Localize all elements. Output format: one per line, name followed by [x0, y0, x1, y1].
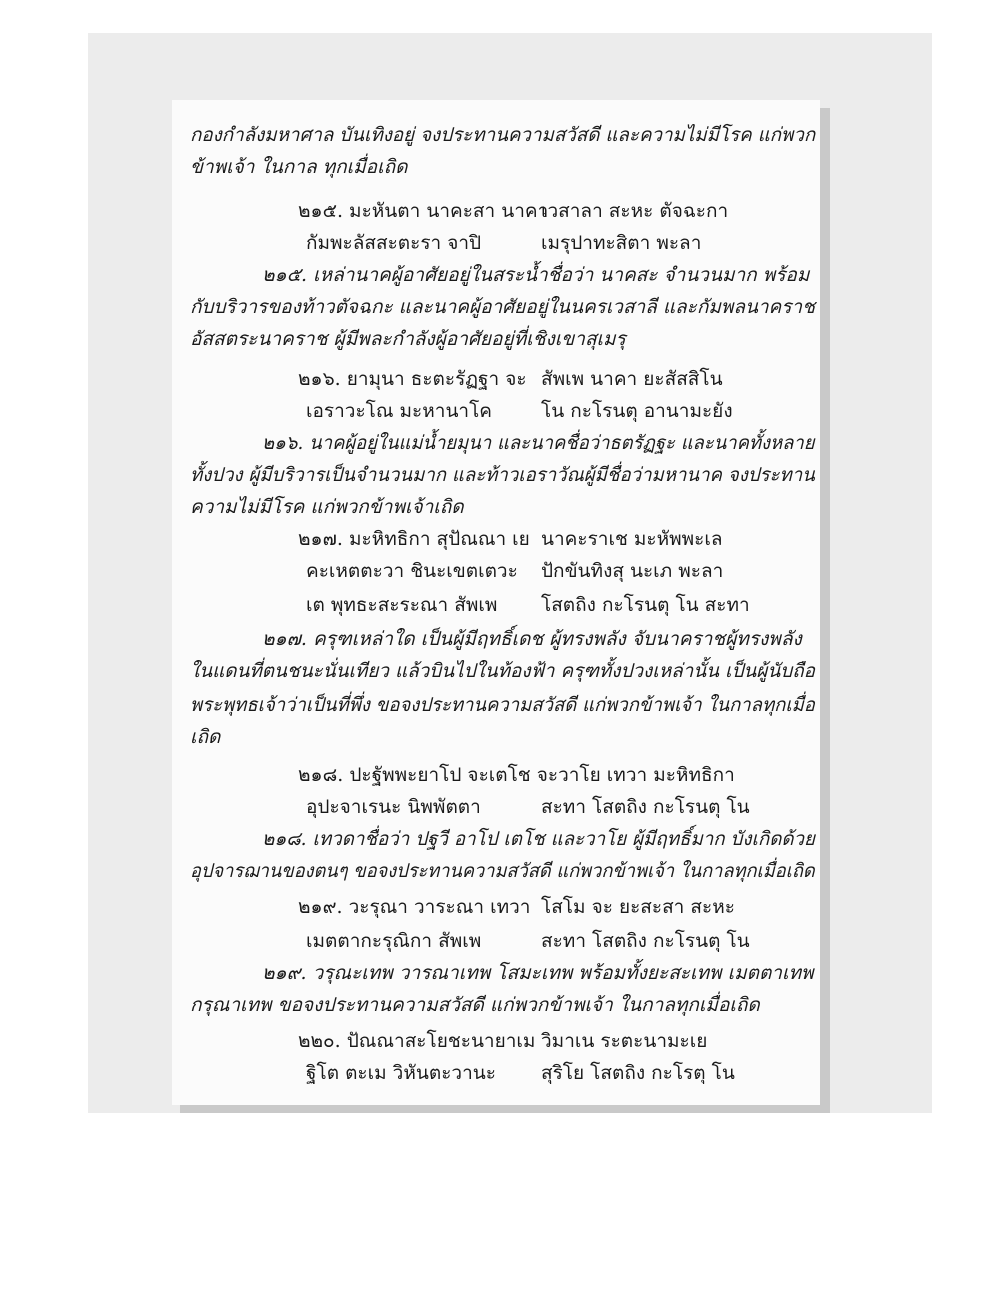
- verse-line: ๒๑๗. มะหิทธิกา สุปัณณา เย: [298, 528, 530, 550]
- verse-line: เมตตากะรุณิกา สัพเพ: [306, 930, 482, 952]
- text-line: ทั้งปวง ผู้มีบริวารเป็นจำนวนมาก และท้าวเอราวัณผู้มีชื่อว่ามหานาค จงประทาน: [190, 464, 815, 486]
- text-line: อุปจารฌานของตนๆ ขอจงประทานความสวัสดี แก่พวกข้าพเจ้า ในกาลทุกเมื่อเถิด: [190, 860, 815, 882]
- verse-line: ฐิโต ตะเม วิหันตะวานะ: [306, 1062, 496, 1084]
- verse-line: คะเหตตะวา ชินะเขตเตวะ: [306, 560, 518, 582]
- text-line: ในแดนที่ตนชนะนั่นเทียว แล้วบินไปในท้องฟ้า ครุฑทั้งปวงเหล่านั้น เป็นผู้นับถือ: [190, 660, 815, 682]
- verse-line: เอราวะโณ มะหานาโค: [306, 400, 493, 422]
- text-line: พระพุทธเจ้าว่าเป็นที่พึ่ง ขอจงประทานความสวัสดี แก่พวกข้าพเจ้า ในกาลทุกเมื่อ: [190, 694, 815, 716]
- verse-line: เวสาลา สะหะ ตัจฉะกา: [541, 200, 729, 222]
- verse-line: ปักขันทิงสุ นะเภ พะลา: [541, 560, 724, 582]
- verse-line: สะทา โสตถิง กะโรนตุ โน: [541, 796, 750, 818]
- text-line: ความไม่มีโรค แก่พวกข้าพเจ้าเถิด: [190, 496, 464, 518]
- verse-line: ๒๑๖. ยามุนา ธะตะรัฏฐา จะ: [298, 368, 527, 390]
- verse-line: เต พุทธะสะระณา สัพเพ: [306, 594, 498, 616]
- text-line: กับบริวารของท้าวตัจฉกะ และนาคผู้อาศัยอยู่ในนครเวสาลี และกัมพลนาคราช: [190, 296, 815, 318]
- verse-line: นาคะราเช มะหัพพะเล: [541, 528, 723, 550]
- verse-line: สะทา โสตถิง กะโรนตุ โน: [541, 930, 750, 952]
- text-line: เถิด: [190, 726, 221, 748]
- text-line: ๒๑๘. เทวดาชื่อว่า ปฐวี อาโป เตโช และวาโย ผู้มีฤทธิ์มาก บังเกิดด้วย: [262, 828, 815, 850]
- text-line: กองกำลังมหาศาล บันเทิงอยู่ จงประทานความสวัสดี และความไม่มีโรค แก่พวก: [190, 124, 816, 146]
- text-line: ๒๑๕. เหล่านาคผู้อาศัยอยู่ในสระน้ำชื่อว่า นาคสะ จำนวนมาก พร้อม: [262, 264, 810, 286]
- verse-line: โสตถิง กะโรนตุ โน สะทา: [541, 594, 750, 616]
- verse-line: โสโม จะ ยะสะสา สะหะ: [541, 896, 735, 918]
- verse-line: สัพเพ นาคา ยะสัสสิโน: [541, 368, 723, 390]
- verse-line: ๒๒๐. ปัณณาสะโยชะนายาเม: [298, 1030, 536, 1052]
- verse-line: วิมาเน ระตะนามะเย: [541, 1030, 708, 1052]
- text-line: อัสสตระนาคราช ผู้มีพละกำลังผู้อาศัยอยู่ที่เชิงเขาสุเมรุ: [190, 328, 626, 350]
- text-line: ๒๑๙. วรุณะเทพ วารณาเทพ โสมะเทพ พร้อมทั้งยะสะเทพ เมตตาเทพ: [262, 962, 814, 984]
- verse-line: โน กะโรนตุ อานามะยัง: [541, 400, 733, 422]
- verse-line: กัมพะลัสสะตะรา จาปิ: [306, 232, 482, 254]
- verse-line: สุริโย โสตถิง กะโรตุ โน: [541, 1062, 735, 1084]
- verse-line: ๒๑๕. มะหันตา นาคะสา นาคา: [298, 200, 549, 222]
- verse-line: ๒๑๙. วะรุณา วาระณา เทวา: [298, 896, 531, 918]
- text-line: ๒๑๖. นาคผู้อยู่ในแม่น้ำยมุนา และนาคชื่อว่าธตรัฏฐะ และนาคทั้งหลาย: [262, 432, 815, 454]
- text-line: ๒๑๗. ครุฑเหล่าใด เป็นผู้มีฤทธิ์เดช ผู้ทรงพลัง จับนาคราชผู้ทรงพลัง: [262, 628, 802, 650]
- verse-line: เมรุปาทะสิตา พะลา: [541, 232, 702, 254]
- verse-line: ๒๑๘. ปะฐัพพะยาโป จะเตโช จะวาโย เทวา มะหิทธิกา: [298, 764, 735, 786]
- text-line: กรุณาเทพ ขอจงประทานความสวัสดี แก่พวกข้าพเจ้า ในกาลทุกเมื่อเถิด: [190, 994, 760, 1016]
- verse-line: อุปะจาเรนะ นิพพัตตา: [306, 796, 481, 818]
- text-line: ข้าพเจ้า ในกาล ทุกเมื่อเถิด: [190, 156, 408, 178]
